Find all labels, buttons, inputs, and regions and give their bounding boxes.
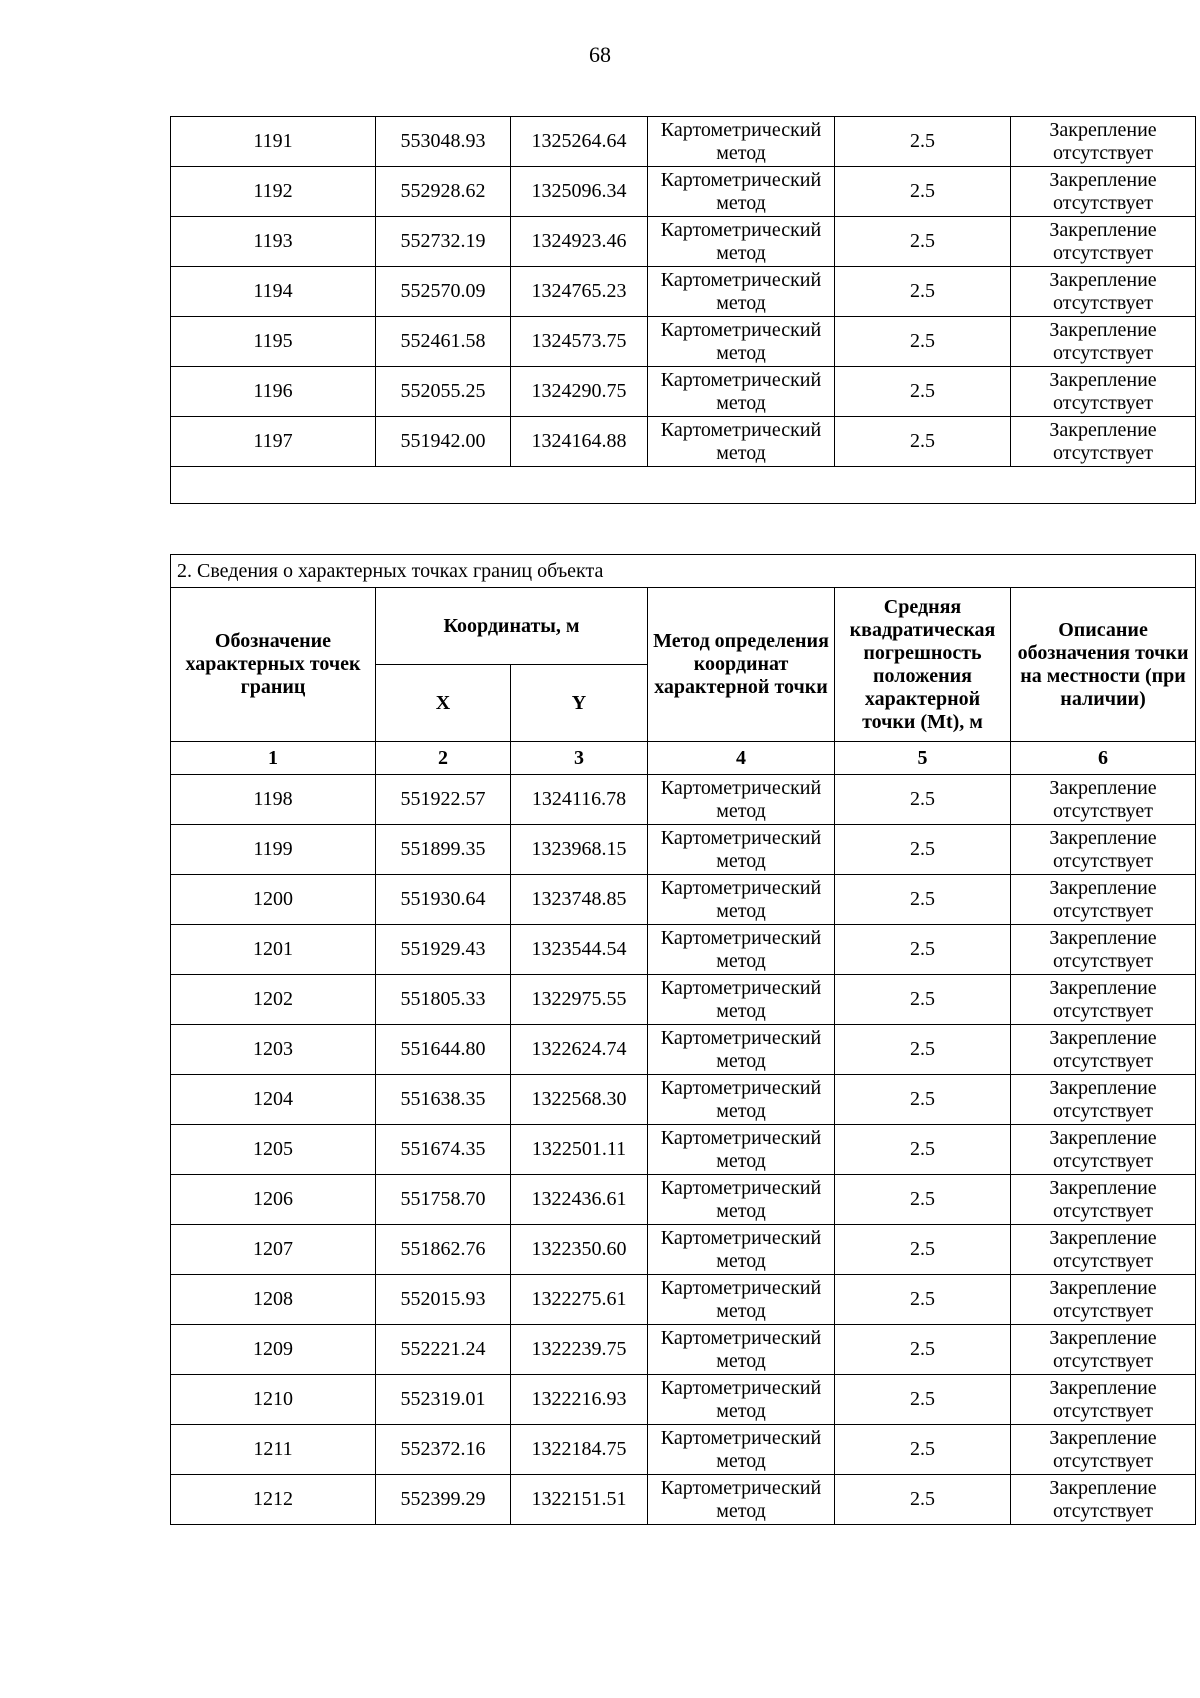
cell-error: 2.5: [835, 1275, 1011, 1325]
cell-description: Закрепление отсутствует: [1011, 875, 1196, 925]
cell-error: 2.5: [835, 417, 1011, 467]
cell-error: 2.5: [835, 1225, 1011, 1275]
cell-point: 1207: [171, 1225, 376, 1275]
cell-point: 1191: [171, 117, 376, 167]
table-row: [171, 417, 1196, 467]
cell-y: 1324116.78: [511, 775, 648, 825]
cell-x: 553048.93: [376, 117, 511, 167]
cell-x: 552372.16: [376, 1425, 511, 1475]
cell-point: 1202: [171, 975, 376, 1025]
table-row: [171, 1375, 1196, 1425]
cell-error: 2.5: [835, 825, 1011, 875]
cell-description: Закрепление отсутствует: [1011, 1425, 1196, 1475]
cell-error: 2.5: [835, 975, 1011, 1025]
cell-y: 1324923.46: [511, 217, 648, 267]
table-row: [171, 367, 1196, 417]
table-row: [171, 1225, 1196, 1275]
cell-point: 1195: [171, 317, 376, 367]
cell-description: Закрепление отсутствует: [1011, 925, 1196, 975]
cell-x: 552732.19: [376, 217, 511, 267]
cell-description: Закрепление отсутствует: [1011, 217, 1196, 267]
table-row: [171, 1175, 1196, 1225]
cell-description: Закрепление отсутствует: [1011, 1025, 1196, 1075]
cell-method: Картометрический метод: [648, 775, 835, 825]
cell-method: Картометрический метод: [648, 217, 835, 267]
cell-y: 1322624.74: [511, 1025, 648, 1075]
cell-method: Картометрический метод: [648, 167, 835, 217]
cell-error: 2.5: [835, 1025, 1011, 1075]
cell-description: Закрепление отсутствует: [1011, 1125, 1196, 1175]
page-number: 68: [589, 42, 611, 67]
cell-point: 1206: [171, 1175, 376, 1225]
cell-method: Картометрический метод: [648, 1325, 835, 1375]
cell-y: 1322239.75: [511, 1325, 648, 1375]
cell-y: 1322568.30: [511, 1075, 648, 1125]
empty-cell: [171, 467, 1196, 504]
cell-description: Закрепление отсутствует: [1011, 1175, 1196, 1225]
table-row: [171, 267, 1196, 317]
cell-x: 552570.09: [376, 267, 511, 317]
table-row: [171, 1325, 1196, 1375]
column-number: 4: [648, 742, 835, 775]
cell-x: 551638.35: [376, 1075, 511, 1125]
table1-body: [171, 117, 1196, 467]
cell-x: 552055.25: [376, 367, 511, 417]
cell-x: 551922.57: [376, 775, 511, 825]
cell-method: Картометрический метод: [648, 317, 835, 367]
cell-method: Картометрический метод: [648, 875, 835, 925]
cell-point: 1201: [171, 925, 376, 975]
cell-x: 552928.62: [376, 167, 511, 217]
cell-error: 2.5: [835, 267, 1011, 317]
cell-y: 1325264.64: [511, 117, 648, 167]
cell-description: Закрепление отсутствует: [1011, 1475, 1196, 1525]
boundary-points-table-continued: [170, 116, 1196, 504]
cell-description: Закрепление отсутствует: [1011, 417, 1196, 467]
cell-point: 1193: [171, 217, 376, 267]
cell-point: 1204: [171, 1075, 376, 1125]
table-row: [171, 875, 1196, 925]
cell-point: 1194: [171, 267, 376, 317]
table-row: [171, 317, 1196, 367]
column-number: 5: [835, 742, 1011, 775]
cell-method: Картометрический метод: [648, 1375, 835, 1425]
cell-x: 551862.76: [376, 1225, 511, 1275]
cell-y: 1322216.93: [511, 1375, 648, 1425]
cell-y: 1324573.75: [511, 317, 648, 367]
table-row: [171, 825, 1196, 875]
cell-error: 2.5: [835, 1475, 1011, 1525]
cell-description: Закрепление отсутствует: [1011, 167, 1196, 217]
cell-y: 1322151.51: [511, 1475, 648, 1525]
cell-point: 1198: [171, 775, 376, 825]
cell-method: Картометрический метод: [648, 1425, 835, 1475]
table2-body: [171, 775, 1196, 1525]
table-row: [171, 975, 1196, 1025]
cell-description: Закрепление отсутствует: [1011, 1325, 1196, 1375]
header-method: Метод определения координат характерной точки: [648, 588, 835, 742]
cell-error: 2.5: [835, 1425, 1011, 1475]
cell-point: 1205: [171, 1125, 376, 1175]
cell-error: 2.5: [835, 875, 1011, 925]
table-caption: 2. Сведения о характерных точках границ объекта: [171, 555, 1196, 588]
cell-y: 1322350.60: [511, 1225, 648, 1275]
cell-error: 2.5: [835, 1125, 1011, 1175]
cell-y: 1325096.34: [511, 167, 648, 217]
cell-point: 1208: [171, 1275, 376, 1325]
cell-description: Закрепление отсутствует: [1011, 1275, 1196, 1325]
cell-x: 551942.00: [376, 417, 511, 467]
cell-point: 1200: [171, 875, 376, 925]
cell-y: 1323544.54: [511, 925, 648, 975]
cell-y: 1324765.23: [511, 267, 648, 317]
table-row: [171, 167, 1196, 217]
table-row: [171, 1275, 1196, 1325]
cell-description: Закрепление отсутствует: [1011, 267, 1196, 317]
cell-point: 1199: [171, 825, 376, 875]
cell-description: Закрепление отсутствует: [1011, 317, 1196, 367]
cell-point: 1196: [171, 367, 376, 417]
cell-error: 2.5: [835, 925, 1011, 975]
cell-method: Картометрический метод: [648, 1275, 835, 1325]
header-y: Y: [511, 665, 648, 742]
header-coords: Координаты, м: [376, 588, 648, 665]
cell-x: 552221.24: [376, 1325, 511, 1375]
table1-empty-row: [171, 467, 1196, 504]
table-row: [171, 775, 1196, 825]
cell-error: 2.5: [835, 167, 1011, 217]
cell-y: 1324164.88: [511, 417, 648, 467]
header-description: Описание обозначения точки на местности (при наличии): [1011, 588, 1196, 742]
cell-error: 2.5: [835, 367, 1011, 417]
cell-point: 1203: [171, 1025, 376, 1075]
cell-method: Картометрический метод: [648, 1075, 835, 1125]
cell-point: 1209: [171, 1325, 376, 1375]
cell-x: 551644.80: [376, 1025, 511, 1075]
cell-point: 1197: [171, 417, 376, 467]
header-point: Обозначение характерных точек границ: [171, 588, 376, 742]
cell-point: 1212: [171, 1475, 376, 1525]
column-number: 3: [511, 742, 648, 775]
cell-y: 1322975.55: [511, 975, 648, 1025]
cell-point: 1211: [171, 1425, 376, 1475]
cell-method: Картометрический метод: [648, 417, 835, 467]
table-row: [171, 1475, 1196, 1525]
cell-description: Закрепление отсутствует: [1011, 367, 1196, 417]
header-error: Средняя квадратическая погрешность положения характерной точки (Mt), м: [835, 588, 1011, 742]
cell-y: 1322184.75: [511, 1425, 648, 1475]
cell-method: Картометрический метод: [648, 1025, 835, 1075]
table-row: [171, 1025, 1196, 1075]
cell-x: 551899.35: [376, 825, 511, 875]
cell-y: 1322501.11: [511, 1125, 648, 1175]
cell-y: 1324290.75: [511, 367, 648, 417]
cell-method: Картометрический метод: [648, 975, 835, 1025]
cell-method: Картометрический метод: [648, 367, 835, 417]
cell-x: 551929.43: [376, 925, 511, 975]
cell-y: 1323968.15: [511, 825, 648, 875]
cell-method: Картометрический метод: [648, 267, 835, 317]
cell-method: Картометрический метод: [648, 117, 835, 167]
cell-error: 2.5: [835, 117, 1011, 167]
cell-error: 2.5: [835, 1375, 1011, 1425]
cell-description: Закрепление отсутствует: [1011, 1075, 1196, 1125]
cell-y: 1322275.61: [511, 1275, 648, 1325]
cell-y: 1322436.61: [511, 1175, 648, 1225]
column-number: 2: [376, 742, 511, 775]
cell-method: Картометрический метод: [648, 1125, 835, 1175]
cell-x: 552399.29: [376, 1475, 511, 1525]
boundary-points-table: [170, 554, 1196, 1525]
table-row: [171, 1125, 1196, 1175]
cell-point: 1192: [171, 167, 376, 217]
cell-point: 1210: [171, 1375, 376, 1425]
cell-method: Картометрический метод: [648, 825, 835, 875]
cell-x: 551930.64: [376, 875, 511, 925]
cell-error: 2.5: [835, 1175, 1011, 1225]
cell-method: Картометрический метод: [648, 1475, 835, 1525]
cell-description: Закрепление отсутствует: [1011, 975, 1196, 1025]
column-number: 1: [171, 742, 376, 775]
cell-x: 552015.93: [376, 1275, 511, 1325]
table-row: [171, 217, 1196, 267]
cell-description: Закрепление отсутствует: [1011, 825, 1196, 875]
cell-description: Закрепление отсутствует: [1011, 1375, 1196, 1425]
cell-x: 551758.70: [376, 1175, 511, 1225]
column-number: 6: [1011, 742, 1196, 775]
cell-method: Картометрический метод: [648, 1175, 835, 1225]
table-row: [171, 925, 1196, 975]
cell-error: 2.5: [835, 1075, 1011, 1125]
cell-y: 1323748.85: [511, 875, 648, 925]
cell-description: Закрепление отсутствует: [1011, 1225, 1196, 1275]
table-row: [171, 1075, 1196, 1125]
cell-x: 552319.01: [376, 1375, 511, 1425]
cell-x: 551674.35: [376, 1125, 511, 1175]
cell-error: 2.5: [835, 1325, 1011, 1375]
cell-method: Картометрический метод: [648, 925, 835, 975]
cell-method: Картометрический метод: [648, 1225, 835, 1275]
cell-error: 2.5: [835, 317, 1011, 367]
header-x: X: [376, 665, 511, 742]
cell-description: Закрепление отсутствует: [1011, 117, 1196, 167]
cell-error: 2.5: [835, 217, 1011, 267]
cell-x: 552461.58: [376, 317, 511, 367]
table-row: [171, 1425, 1196, 1475]
table-row: [171, 117, 1196, 167]
cell-x: 551805.33: [376, 975, 511, 1025]
cell-description: Закрепление отсутствует: [1011, 775, 1196, 825]
cell-error: 2.5: [835, 775, 1011, 825]
